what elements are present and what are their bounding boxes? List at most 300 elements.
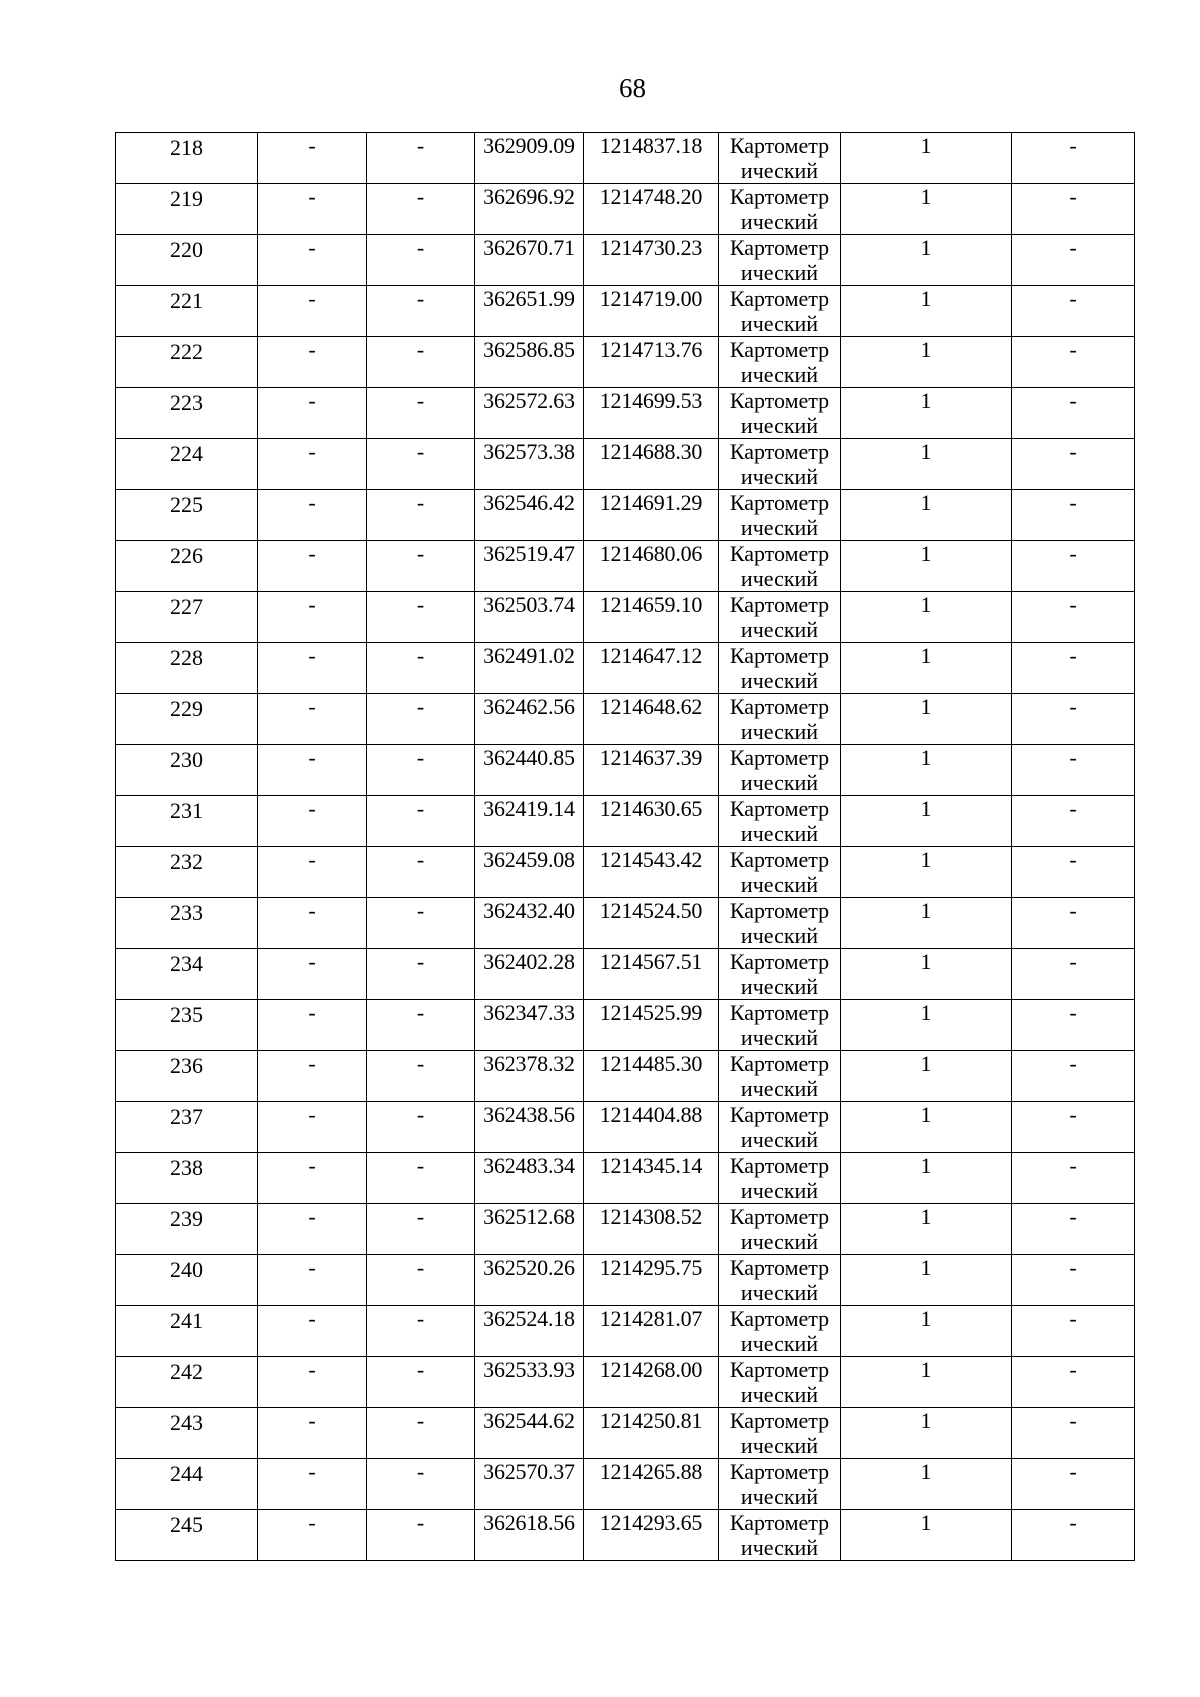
- method-cell: [719, 745, 841, 796]
- description-cell: -: [1012, 541, 1135, 592]
- y-coordinate-cell: 1214543.42: [584, 847, 719, 898]
- method-cell: [719, 643, 841, 694]
- description-cell: -: [1012, 1357, 1135, 1408]
- x-coordinate-cell: 362512.68: [475, 1204, 584, 1255]
- method-line-2: ический: [740, 209, 819, 234]
- x-coordinate-cell: 362462.56: [475, 694, 584, 745]
- method-line-2: ический: [740, 1382, 819, 1407]
- x-coordinate-cell: 362570.37: [475, 1459, 584, 1510]
- dash-cell: -: [367, 1357, 475, 1408]
- accuracy-cell: 1: [841, 235, 1012, 286]
- dash-cell: -: [258, 796, 367, 847]
- method-line-1: Картометр: [729, 745, 830, 770]
- y-coordinate-cell: 1214713.76: [584, 337, 719, 388]
- x-coordinate-cell: 362419.14: [475, 796, 584, 847]
- table-row: [116, 1255, 1135, 1306]
- table-row: [116, 184, 1135, 235]
- dash-cell: -: [258, 1000, 367, 1051]
- accuracy-cell: 1: [841, 439, 1012, 490]
- method-line-1: Картометр: [729, 1153, 830, 1178]
- accuracy-cell: 1: [841, 1204, 1012, 1255]
- y-coordinate-cell: 1214648.62: [584, 694, 719, 745]
- method-line-1: Картометр: [729, 1102, 830, 1127]
- method-cell: [719, 286, 841, 337]
- table-row: [116, 439, 1135, 490]
- x-coordinate-cell: 362533.93: [475, 1357, 584, 1408]
- dash-cell: -: [367, 388, 475, 439]
- table-row: [116, 490, 1135, 541]
- dash-cell: -: [367, 133, 475, 184]
- y-coordinate-cell: 1214719.00: [584, 286, 719, 337]
- table-row: [116, 796, 1135, 847]
- dash-cell: -: [367, 1255, 475, 1306]
- y-coordinate-cell: 1214837.18: [584, 133, 719, 184]
- dash-cell: -: [367, 1306, 475, 1357]
- accuracy-cell: 1: [841, 184, 1012, 235]
- method-line-2: ический: [740, 515, 819, 540]
- x-coordinate-cell: 362572.63: [475, 388, 584, 439]
- method-cell: [719, 1357, 841, 1408]
- dash-cell: -: [367, 1153, 475, 1204]
- method-cell: [719, 847, 841, 898]
- method-line-2: ический: [740, 1535, 819, 1560]
- point-number-cell: 244: [116, 1459, 258, 1510]
- method-line-1: Картометр: [729, 1000, 830, 1025]
- method-line-1: Картометр: [729, 949, 830, 974]
- method-cell: [719, 592, 841, 643]
- method-line-2: ический: [740, 413, 819, 438]
- point-number-cell: 220: [116, 235, 258, 286]
- description-cell: -: [1012, 235, 1135, 286]
- point-number-cell: 221: [116, 286, 258, 337]
- x-coordinate-cell: 362651.99: [475, 286, 584, 337]
- y-coordinate-cell: 1214345.14: [584, 1153, 719, 1204]
- y-coordinate-cell: 1214268.00: [584, 1357, 719, 1408]
- dash-cell: -: [367, 1102, 475, 1153]
- dash-cell: -: [258, 388, 367, 439]
- accuracy-cell: 1: [841, 1459, 1012, 1510]
- description-cell: -: [1012, 133, 1135, 184]
- point-number-cell: 230: [116, 745, 258, 796]
- table-row: [116, 133, 1135, 184]
- y-coordinate-cell: 1214637.39: [584, 745, 719, 796]
- accuracy-cell: 1: [841, 949, 1012, 1000]
- method-cell: [719, 541, 841, 592]
- x-coordinate-cell: 362573.38: [475, 439, 584, 490]
- method-line-2: ический: [740, 1484, 819, 1509]
- y-coordinate-cell: 1214404.88: [584, 1102, 719, 1153]
- method-line-2: ический: [740, 617, 819, 642]
- dash-cell: -: [258, 1408, 367, 1459]
- page-number: 68: [619, 73, 646, 103]
- point-number-cell: 241: [116, 1306, 258, 1357]
- accuracy-cell: 1: [841, 745, 1012, 796]
- accuracy-cell: 1: [841, 133, 1012, 184]
- x-coordinate-cell: 362909.09: [475, 133, 584, 184]
- y-coordinate-cell: 1214265.88: [584, 1459, 719, 1510]
- dash-cell: -: [367, 1000, 475, 1051]
- dash-cell: -: [367, 1408, 475, 1459]
- method-line-2: ический: [740, 719, 819, 744]
- table-row: [116, 337, 1135, 388]
- method-line-2: ический: [740, 770, 819, 795]
- accuracy-cell: 1: [841, 1153, 1012, 1204]
- method-cell: [719, 898, 841, 949]
- dash-cell: -: [367, 1459, 475, 1510]
- dash-cell: -: [258, 490, 367, 541]
- accuracy-cell: 1: [841, 337, 1012, 388]
- dash-cell: -: [367, 1510, 475, 1561]
- method-cell: [719, 1000, 841, 1051]
- method-line-2: ический: [740, 1076, 819, 1101]
- accuracy-cell: 1: [841, 1510, 1012, 1561]
- point-number-cell: 225: [116, 490, 258, 541]
- table-row: [116, 898, 1135, 949]
- method-line-2: ический: [740, 923, 819, 948]
- description-cell: -: [1012, 439, 1135, 490]
- point-number-cell: 231: [116, 796, 258, 847]
- method-line-1: Картометр: [729, 1204, 830, 1229]
- description-cell: -: [1012, 745, 1135, 796]
- method-line-2: ический: [740, 1025, 819, 1050]
- description-cell: -: [1012, 694, 1135, 745]
- dash-cell: -: [258, 592, 367, 643]
- y-coordinate-cell: 1214680.06: [584, 541, 719, 592]
- method-line-1: Картометр: [729, 235, 830, 260]
- table-body: [116, 133, 1135, 1561]
- y-coordinate-cell: 1214308.52: [584, 1204, 719, 1255]
- method-line-2: ический: [740, 311, 819, 336]
- y-coordinate-cell: 1214730.23: [584, 235, 719, 286]
- method-line-1: Картометр: [729, 694, 830, 719]
- method-line-1: Картометр: [729, 643, 830, 668]
- x-coordinate-cell: 362520.26: [475, 1255, 584, 1306]
- point-number-cell: 226: [116, 541, 258, 592]
- method-cell: [719, 1459, 841, 1510]
- method-line-1: Картометр: [729, 133, 830, 158]
- point-number-cell: 218: [116, 133, 258, 184]
- method-line-2: ический: [740, 1229, 819, 1254]
- dash-cell: -: [258, 898, 367, 949]
- method-cell: [719, 1204, 841, 1255]
- table-row: [116, 1459, 1135, 1510]
- method-cell: [719, 1408, 841, 1459]
- table-row: [116, 643, 1135, 694]
- dash-cell: -: [367, 643, 475, 694]
- point-number-cell: 224: [116, 439, 258, 490]
- accuracy-cell: 1: [841, 1102, 1012, 1153]
- method-line-2: ический: [740, 1331, 819, 1356]
- dash-cell: -: [258, 235, 367, 286]
- method-line-1: Картометр: [729, 1408, 830, 1433]
- x-coordinate-cell: 362483.34: [475, 1153, 584, 1204]
- accuracy-cell: 1: [841, 1051, 1012, 1102]
- dash-cell: -: [367, 694, 475, 745]
- accuracy-cell: 1: [841, 796, 1012, 847]
- dash-cell: -: [367, 745, 475, 796]
- description-cell: -: [1012, 1204, 1135, 1255]
- description-cell: -: [1012, 949, 1135, 1000]
- description-cell: -: [1012, 796, 1135, 847]
- method-cell: [719, 1510, 841, 1561]
- method-cell: [719, 439, 841, 490]
- method-cell: [719, 1306, 841, 1357]
- point-number-cell: 242: [116, 1357, 258, 1408]
- dash-cell: -: [258, 1102, 367, 1153]
- method-cell: [719, 388, 841, 439]
- description-cell: -: [1012, 490, 1135, 541]
- y-coordinate-cell: 1214699.53: [584, 388, 719, 439]
- description-cell: -: [1012, 388, 1135, 439]
- accuracy-cell: 1: [841, 592, 1012, 643]
- table-row: [116, 1306, 1135, 1357]
- x-coordinate-cell: 362544.62: [475, 1408, 584, 1459]
- description-cell: -: [1012, 184, 1135, 235]
- x-coordinate-cell: 362459.08: [475, 847, 584, 898]
- description-cell: -: [1012, 1000, 1135, 1051]
- dash-cell: -: [258, 1306, 367, 1357]
- accuracy-cell: 1: [841, 490, 1012, 541]
- table-row: [116, 1051, 1135, 1102]
- method-line-1: Картометр: [729, 286, 830, 311]
- dash-cell: -: [258, 337, 367, 388]
- point-number-cell: 222: [116, 337, 258, 388]
- y-coordinate-cell: 1214281.07: [584, 1306, 719, 1357]
- description-cell: -: [1012, 337, 1135, 388]
- point-number-cell: 235: [116, 1000, 258, 1051]
- description-cell: -: [1012, 1102, 1135, 1153]
- y-coordinate-cell: 1214525.99: [584, 1000, 719, 1051]
- table-row: [116, 1204, 1135, 1255]
- method-cell: [719, 133, 841, 184]
- y-coordinate-cell: 1214293.65: [584, 1510, 719, 1561]
- table-row: [116, 745, 1135, 796]
- method-cell: [719, 1153, 841, 1204]
- dash-cell: -: [367, 184, 475, 235]
- table-row: [116, 1408, 1135, 1459]
- method-cell: [719, 235, 841, 286]
- dash-cell: -: [258, 1204, 367, 1255]
- description-cell: -: [1012, 1306, 1135, 1357]
- method-line-1: Картометр: [729, 439, 830, 464]
- description-cell: -: [1012, 592, 1135, 643]
- table-row: [116, 592, 1135, 643]
- y-coordinate-cell: 1214250.81: [584, 1408, 719, 1459]
- method-cell: [719, 184, 841, 235]
- table-row: [116, 1153, 1135, 1204]
- table-row: [116, 694, 1135, 745]
- x-coordinate-cell: 362586.85: [475, 337, 584, 388]
- dash-cell: -: [258, 541, 367, 592]
- method-line-1: Картометр: [729, 1510, 830, 1535]
- dash-cell: -: [367, 949, 475, 1000]
- method-line-2: ический: [740, 1280, 819, 1305]
- y-coordinate-cell: 1214688.30: [584, 439, 719, 490]
- point-number-cell: 240: [116, 1255, 258, 1306]
- method-line-1: Картометр: [729, 541, 830, 566]
- method-line-2: ический: [740, 1127, 819, 1152]
- dash-cell: -: [367, 235, 475, 286]
- y-coordinate-cell: 1214485.30: [584, 1051, 719, 1102]
- description-cell: -: [1012, 1510, 1135, 1561]
- description-cell: -: [1012, 1408, 1135, 1459]
- accuracy-cell: 1: [841, 1408, 1012, 1459]
- dash-cell: -: [367, 286, 475, 337]
- method-cell: [719, 1255, 841, 1306]
- x-coordinate-cell: 362546.42: [475, 490, 584, 541]
- dash-cell: -: [258, 286, 367, 337]
- point-number-cell: 234: [116, 949, 258, 1000]
- method-line-2: ический: [740, 362, 819, 387]
- point-number-cell: 229: [116, 694, 258, 745]
- description-cell: -: [1012, 847, 1135, 898]
- dash-cell: -: [258, 1153, 367, 1204]
- point-number-cell: 219: [116, 184, 258, 235]
- method-line-1: Картометр: [729, 1255, 830, 1280]
- point-number-cell: 223: [116, 388, 258, 439]
- method-line-2: ический: [740, 260, 819, 285]
- table-row: [116, 286, 1135, 337]
- table-row: [116, 1357, 1135, 1408]
- method-line-1: Картометр: [729, 592, 830, 617]
- accuracy-cell: 1: [841, 1357, 1012, 1408]
- dash-cell: -: [258, 133, 367, 184]
- point-number-cell: 233: [116, 898, 258, 949]
- point-number-cell: 238: [116, 1153, 258, 1204]
- method-cell: [719, 490, 841, 541]
- method-cell: [719, 1051, 841, 1102]
- accuracy-cell: 1: [841, 898, 1012, 949]
- dash-cell: -: [258, 847, 367, 898]
- x-coordinate-cell: 362519.47: [475, 541, 584, 592]
- x-coordinate-cell: 362378.32: [475, 1051, 584, 1102]
- table-row: [116, 1510, 1135, 1561]
- accuracy-cell: 1: [841, 541, 1012, 592]
- coordinates-table: [115, 132, 1135, 1561]
- dash-cell: -: [258, 1510, 367, 1561]
- accuracy-cell: 1: [841, 847, 1012, 898]
- table-row: [116, 235, 1135, 286]
- method-line-1: Картометр: [729, 388, 830, 413]
- dash-cell: -: [258, 949, 367, 1000]
- accuracy-cell: 1: [841, 388, 1012, 439]
- description-cell: -: [1012, 286, 1135, 337]
- description-cell: -: [1012, 898, 1135, 949]
- x-coordinate-cell: 362440.85: [475, 745, 584, 796]
- point-number-cell: 245: [116, 1510, 258, 1561]
- table-row: [116, 949, 1135, 1000]
- point-number-cell: 243: [116, 1408, 258, 1459]
- dash-cell: -: [258, 1255, 367, 1306]
- x-coordinate-cell: 362618.56: [475, 1510, 584, 1561]
- method-line-1: Картометр: [729, 847, 830, 872]
- x-coordinate-cell: 362524.18: [475, 1306, 584, 1357]
- method-line-1: Картометр: [729, 184, 830, 209]
- x-coordinate-cell: 362491.02: [475, 643, 584, 694]
- point-number-cell: 239: [116, 1204, 258, 1255]
- dash-cell: -: [367, 1204, 475, 1255]
- method-cell: [719, 1102, 841, 1153]
- method-line-2: ический: [740, 158, 819, 183]
- description-cell: -: [1012, 1153, 1135, 1204]
- dash-cell: -: [367, 490, 475, 541]
- table-row: [116, 541, 1135, 592]
- table-row: [116, 388, 1135, 439]
- dash-cell: -: [367, 847, 475, 898]
- point-number-cell: 237: [116, 1102, 258, 1153]
- y-coordinate-cell: 1214295.75: [584, 1255, 719, 1306]
- method-line-2: ический: [740, 872, 819, 897]
- dash-cell: -: [258, 184, 367, 235]
- method-cell: [719, 949, 841, 1000]
- dash-cell: -: [367, 541, 475, 592]
- method-line-1: Картометр: [729, 1051, 830, 1076]
- method-cell: [719, 694, 841, 745]
- x-coordinate-cell: 362432.40: [475, 898, 584, 949]
- x-coordinate-cell: 362503.74: [475, 592, 584, 643]
- accuracy-cell: 1: [841, 1000, 1012, 1051]
- accuracy-cell: 1: [841, 1255, 1012, 1306]
- description-cell: -: [1012, 1051, 1135, 1102]
- y-coordinate-cell: 1214659.10: [584, 592, 719, 643]
- x-coordinate-cell: 362402.28: [475, 949, 584, 1000]
- method-line-2: ический: [740, 668, 819, 693]
- dash-cell: -: [258, 643, 367, 694]
- dash-cell: -: [367, 592, 475, 643]
- method-line-1: Картометр: [729, 1306, 830, 1331]
- table-row: [116, 1000, 1135, 1051]
- method-cell: [719, 796, 841, 847]
- method-line-2: ический: [740, 821, 819, 846]
- accuracy-cell: 1: [841, 694, 1012, 745]
- dash-cell: -: [258, 1051, 367, 1102]
- x-coordinate-cell: 362347.33: [475, 1000, 584, 1051]
- description-cell: -: [1012, 643, 1135, 694]
- method-line-1: Картометр: [729, 898, 830, 923]
- dash-cell: -: [258, 1459, 367, 1510]
- dash-cell: -: [367, 337, 475, 388]
- method-line-1: Картометр: [729, 796, 830, 821]
- x-coordinate-cell: 362438.56: [475, 1102, 584, 1153]
- y-coordinate-cell: 1214748.20: [584, 184, 719, 235]
- accuracy-cell: 1: [841, 286, 1012, 337]
- dash-cell: -: [367, 898, 475, 949]
- y-coordinate-cell: 1214647.12: [584, 643, 719, 694]
- dash-cell: -: [367, 1051, 475, 1102]
- method-line-1: Картометр: [729, 1459, 830, 1484]
- accuracy-cell: 1: [841, 1306, 1012, 1357]
- description-cell: -: [1012, 1255, 1135, 1306]
- point-number-cell: 236: [116, 1051, 258, 1102]
- method-line-2: ический: [740, 566, 819, 591]
- method-line-1: Картометр: [729, 337, 830, 362]
- point-number-cell: 228: [116, 643, 258, 694]
- y-coordinate-cell: 1214630.65: [584, 796, 719, 847]
- x-coordinate-cell: 362696.92: [475, 184, 584, 235]
- accuracy-cell: 1: [841, 643, 1012, 694]
- method-line-2: ический: [740, 1433, 819, 1458]
- point-number-cell: 232: [116, 847, 258, 898]
- method-line-2: ический: [740, 974, 819, 999]
- method-line-1: Картометр: [729, 490, 830, 515]
- point-number-cell: 227: [116, 592, 258, 643]
- dash-cell: -: [258, 694, 367, 745]
- description-cell: -: [1012, 1459, 1135, 1510]
- y-coordinate-cell: 1214567.51: [584, 949, 719, 1000]
- dash-cell: -: [258, 439, 367, 490]
- method-cell: [719, 337, 841, 388]
- dash-cell: -: [258, 745, 367, 796]
